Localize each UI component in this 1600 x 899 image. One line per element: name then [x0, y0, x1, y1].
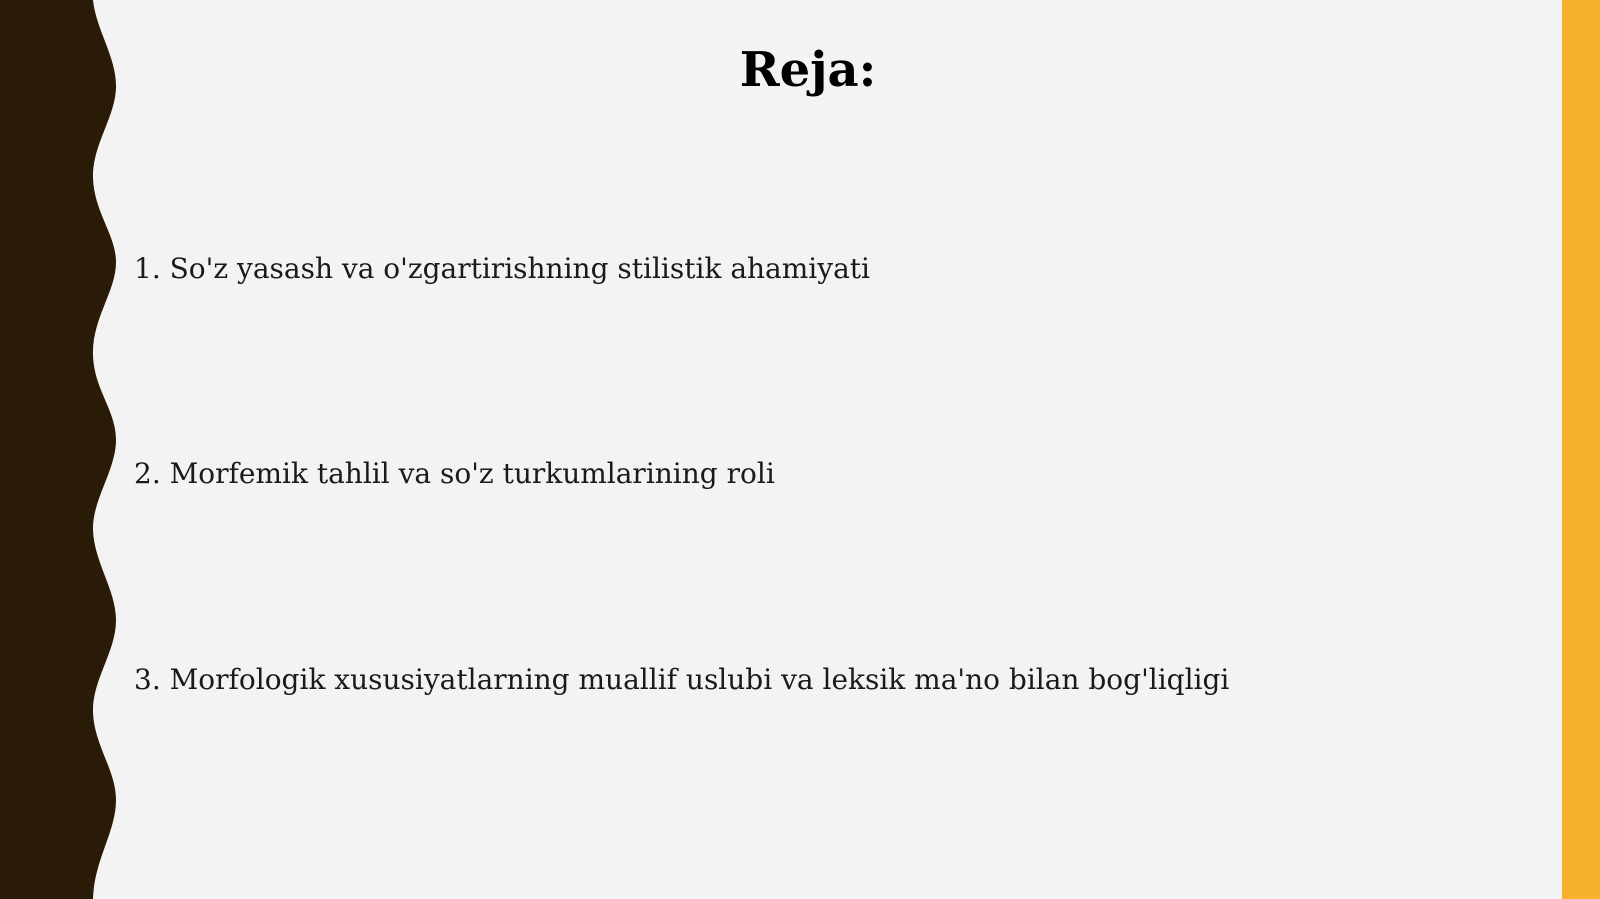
slide-title: Reja:: [739, 42, 877, 98]
right-accent-bar: [1562, 0, 1600, 899]
plan-item-2: 2. Morfemik tahlil va so'z turkumlarining roli: [134, 457, 775, 490]
wavy-left-band: [0, 0, 130, 899]
plan-item-3: 3. Morfologik xususiyatlarning muallif uslubi va leksik ma'no bilan bog'liqligi: [134, 663, 1230, 696]
plan-item-1: 1. So'z yasash va o'zgartirishning stilistik ahamiyati: [134, 252, 870, 285]
